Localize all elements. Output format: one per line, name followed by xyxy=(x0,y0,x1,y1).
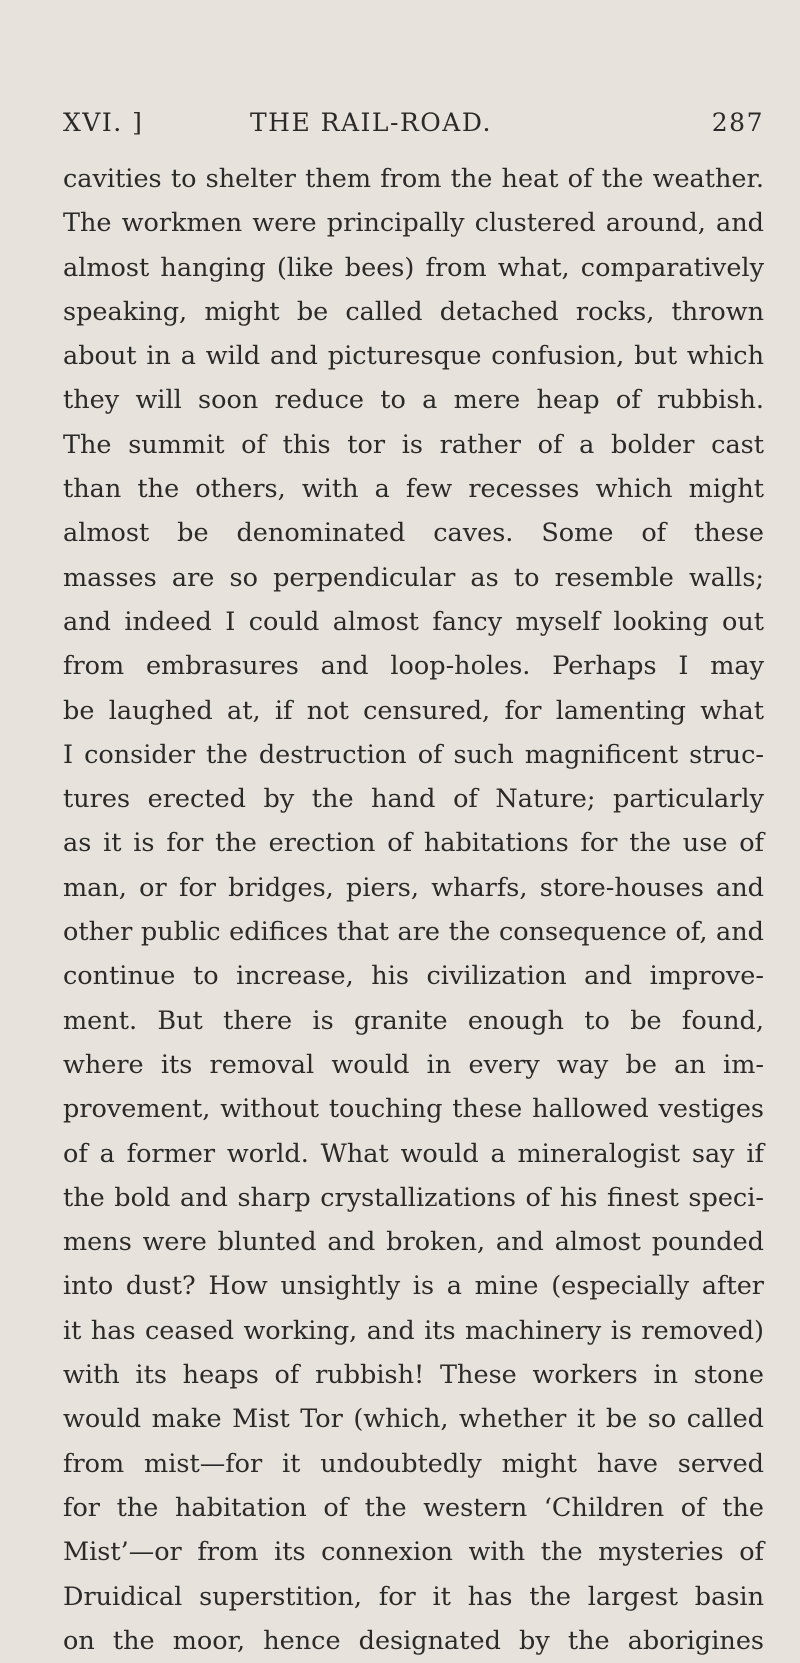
text-line: from mist—for it undoubtedly might have served xyxy=(63,1448,764,1479)
text-line: speaking, might be called detached rocks, thrown xyxy=(63,296,764,327)
running-head xyxy=(63,108,764,148)
text-line: mens were blunted and broken, and almost pounded xyxy=(63,1227,764,1258)
text-line: The workmen were principally clustered around, and xyxy=(63,208,764,239)
text-line: for the habitation of the western ‘Children of the xyxy=(63,1492,764,1523)
text-line: The summit of this tor is rather of a bolder cast xyxy=(63,429,764,460)
text-line: where its removal would in every way be an im- xyxy=(63,1049,764,1080)
text-line: I consider the destruction of such magnificent struc- xyxy=(63,739,764,770)
text-line: and indeed I could almost fancy myself looking out xyxy=(63,606,764,637)
text-line: from embrasures and loop-holes. Perhaps I may xyxy=(63,651,764,682)
page-number: 287 xyxy=(711,108,764,137)
text-line: into dust? How unsightly is a mine (especially after xyxy=(63,1271,764,1302)
chapter-number: XVI. ] xyxy=(63,108,144,137)
text-line: of a former world. What would a mineralogist say if xyxy=(63,1138,764,1169)
text-line: almost hanging (like bees) from what, comparatively xyxy=(63,252,764,283)
text-line: provement, without touching these hallowed vestiges xyxy=(63,1094,764,1125)
text-line: with its heaps of rubbish! These workers in stone xyxy=(63,1360,764,1391)
text-line: masses are so perpendicular as to resemble walls; xyxy=(63,562,764,593)
text-line: would make Mist Tor (which, whether it be so called xyxy=(63,1404,764,1435)
text-line: it has ceased working, and its machinery is removed) xyxy=(63,1315,764,1346)
text-line: man, or for bridges, piers, wharfs, store-houses and xyxy=(63,872,764,903)
text-line: ment. But there is granite enough to be found, xyxy=(63,1005,764,1036)
text-line: on the moor, hence designated by the aborigines xyxy=(63,1625,764,1656)
text-line: Mist’—or from its connexion with the mysteries of xyxy=(63,1537,764,1568)
text-line: Druidical superstition, for it has the largest basin xyxy=(63,1581,764,1612)
text-line: almost be denominated caves. Some of these xyxy=(63,518,764,549)
text-line: the bold and sharp crystallizations of his finest speci- xyxy=(63,1182,764,1213)
text-line: about in a wild and picturesque confusion, but which xyxy=(63,341,764,372)
running-title: THE RAIL-ROAD. xyxy=(250,108,492,137)
text-line: be laughed at, if not censured, for lamenting what xyxy=(63,695,764,726)
text-line: as it is for the erection of habitations for the use of xyxy=(63,828,764,859)
body-text xyxy=(63,157,764,1663)
text-line: tures erected by the hand of Nature; particularly xyxy=(63,784,764,815)
text-line: other public edifices that are the consequence of, and xyxy=(63,917,764,948)
text-line: cavities to shelter them from the heat of the weather. xyxy=(63,164,764,194)
text-line: continue to increase, his civilization and improve- xyxy=(63,961,764,992)
text-line: than the others, with a few recesses which might xyxy=(63,474,764,505)
text-line: they will soon reduce to a mere heap of rubbish. xyxy=(63,385,764,416)
